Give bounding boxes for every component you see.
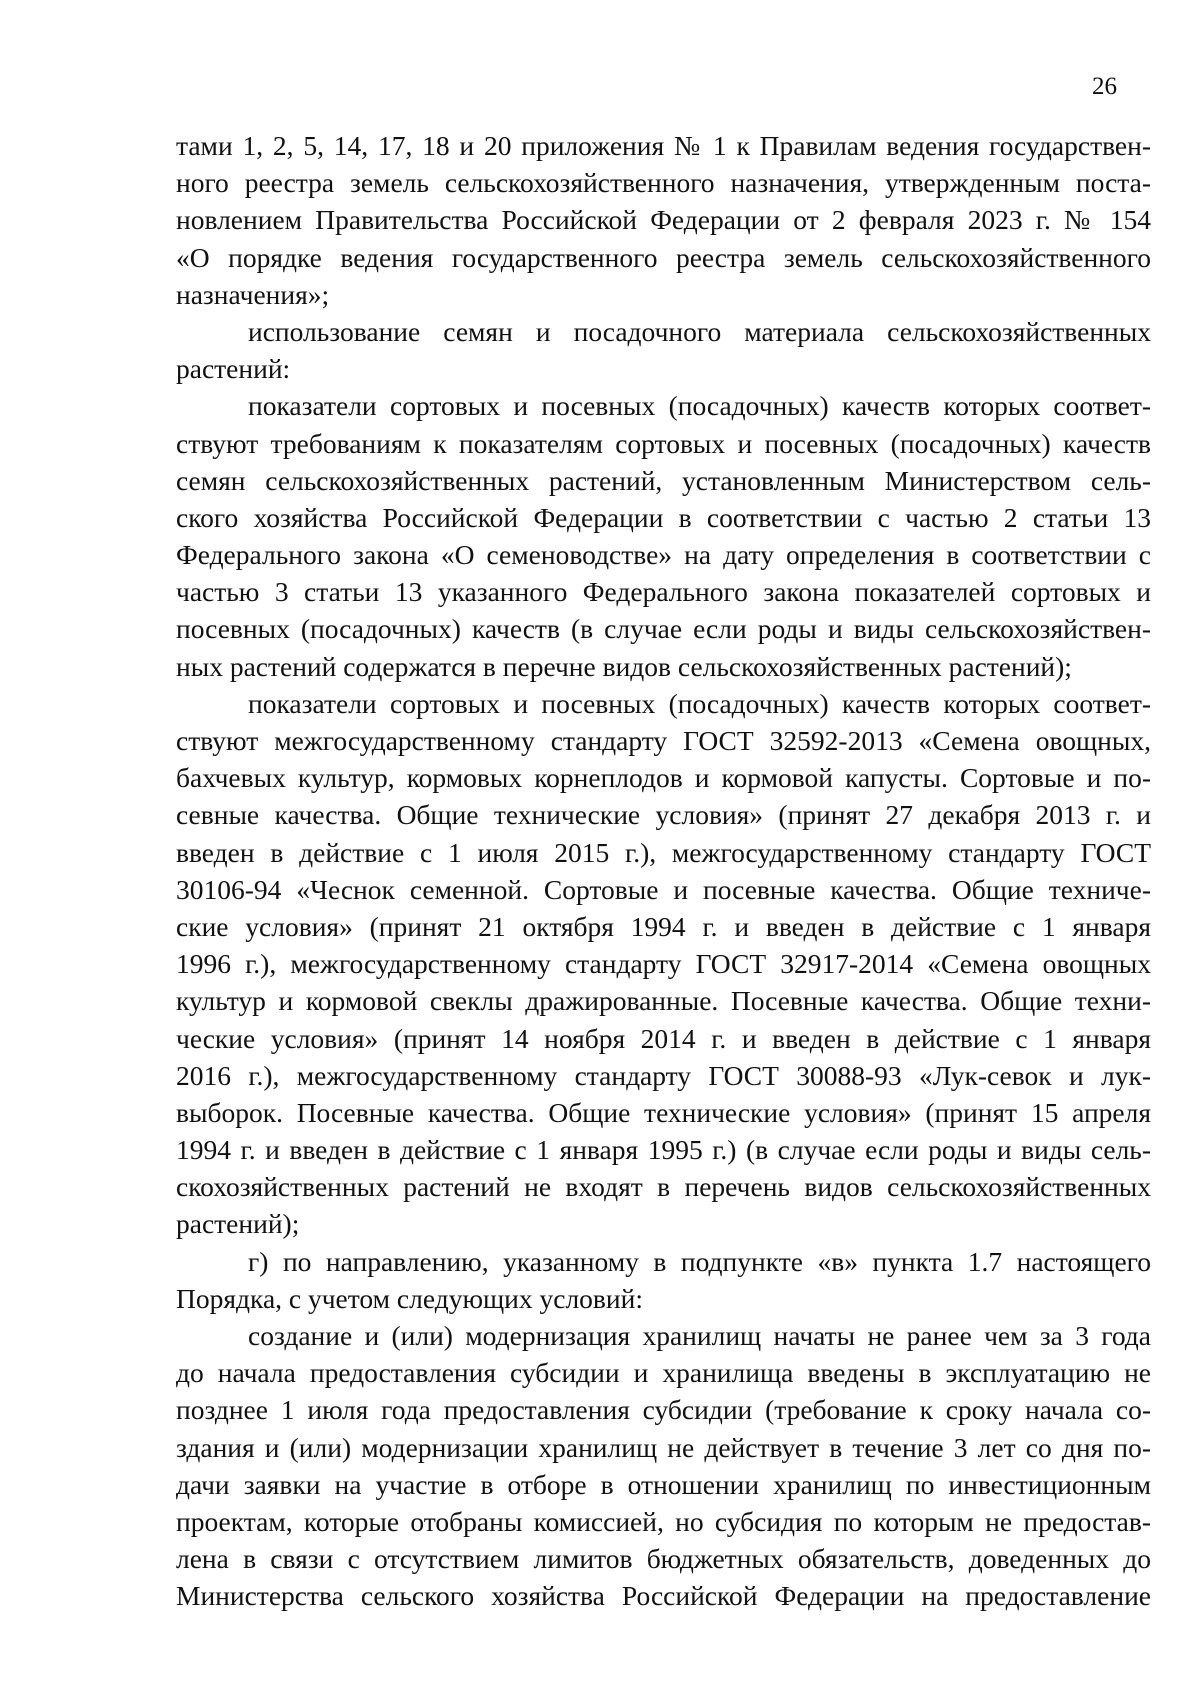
text-line: назначения»; — [176, 278, 330, 310]
text-line: Министерства сельского хозяйства Российской Федерации на предоставление — [176, 1580, 1151, 1612]
text-line: дачи заявки на участие в отборе в отношении хранилищ по инвестиционным — [176, 1468, 1151, 1500]
text-line: Порядка, с учетом следующих условий: — [176, 1282, 643, 1314]
text-line: бахчевых культур, кормовых корнеплодов и кормовой капусты. Сортовые и по- — [176, 762, 1151, 794]
document-body — [176, 127, 1151, 1615]
text-line: растений); — [176, 1208, 300, 1240]
text-line: создание и (или) модернизация хранилищ начаты не ранее чем за 3 года — [248, 1320, 1151, 1351]
text-line: проектам, которые отобраны комиссией, но субсидия по которым не предостав- — [176, 1505, 1151, 1537]
text-line: скохозяйственных растений не входят в перечень видов сельскохозяйственных — [176, 1171, 1151, 1203]
text-line: «О порядке ведения государственного реестра земель сельскохозяйственного — [176, 241, 1151, 273]
text-line: культур и кормовой свеклы дражированные. Посевные качества. Общие техни- — [176, 985, 1151, 1017]
text-line: ствуют межгосударственному стандарту ГОСТ 32592-2013 «Семена овощных, — [176, 725, 1151, 756]
text-line: ствуют требованиям к показателям сортовых и посевных (посадочных) качеств — [176, 427, 1151, 459]
text-line: ных растений содержатся в перечне видов сельскохозяйственных растений); — [176, 650, 1072, 682]
text-line: до начала предоставления субсидии и хранилища введены в эксплуатацию не — [176, 1357, 1151, 1389]
text-line: ские условия» (принят 21 октября 1994 г. и введен в действие с 1 января — [176, 910, 1151, 942]
text-line: здания и (или) модернизации хранилищ не действует в течение 3 лет со дня по- — [176, 1431, 1151, 1463]
text-line: выборок. Посевные качества. Общие технические условия» (принят 15 апреля — [176, 1096, 1151, 1128]
text-line: семян сельскохозяйственных растений, установленным Министерством сель- — [176, 464, 1151, 496]
text-line: лена в связи с отсутствием лимитов бюджетных обязательств, доведенных до — [176, 1543, 1151, 1575]
text-line: показатели сортовых и посевных (посадочных) качеств которых соответ- — [248, 390, 1151, 422]
text-line: 1994 г. и введен в действие с 1 января 1995 г.) (в случае если роды и виды сель- — [176, 1134, 1151, 1166]
text-line: растений: — [176, 353, 291, 385]
page-number: 26 — [1092, 73, 1117, 100]
text-line: посевных (посадочных) качеств (в случае если роды и виды сельскохозяйствен- — [176, 613, 1151, 645]
text-line: частью 3 статьи 13 указанного Федерального закона показателей сортовых и — [176, 576, 1151, 608]
text-line: 1996 г.), межгосударственному стандарту ГОСТ 32917-2014 «Семена овощных — [176, 948, 1151, 980]
text-line: использование семян и посадочного материала сельскохозяйственных — [248, 315, 1151, 347]
text-line: ского хозяйства Российской Федерации в соответствии с частью 2 статьи 13 — [176, 501, 1151, 533]
text-line: новлением Правительства Российской Федерации от 2 февраля 2023 г. № 154 — [176, 204, 1151, 236]
text-line: Федерального закона «О семеноводстве» на дату определения в соответствии с — [176, 539, 1151, 571]
text-line: ческие условия» (принят 14 ноября 2014 г. и введен в действие с 1 января — [176, 1022, 1151, 1054]
text-line: позднее 1 июля года предоставления субсидии (требование к сроку начала со- — [176, 1394, 1151, 1426]
text-line: севные качества. Общие технические условия» (принят 27 декабря 2013 г. и — [176, 799, 1151, 831]
text-line: тами 1, 2, 5, 14, 17, 18 и 20 приложения № 1 к Правилам ведения государствен- — [176, 130, 1151, 161]
text-line: ного реестра земель сельскохозяйственного назначения, утвержденным поста- — [176, 167, 1151, 199]
text-line: введен в действие с 1 июля 2015 г.), межгосударственному стандарту ГОСТ — [176, 836, 1151, 868]
text-line: г) по направлению, указанному в подпункте «в» пункта 1.7 настоящего — [248, 1245, 1151, 1277]
text-line: 30106-94 «Чеснок семенной. Сортовые и посевные качества. Общие техниче- — [176, 873, 1151, 905]
text-line: показатели сортовых и посевных (посадочных) качеств которых соответ- — [248, 687, 1151, 719]
text-line: 2016 г.), межгосударственному стандарту ГОСТ 30088-93 «Лук-севок и лук- — [176, 1059, 1151, 1091]
